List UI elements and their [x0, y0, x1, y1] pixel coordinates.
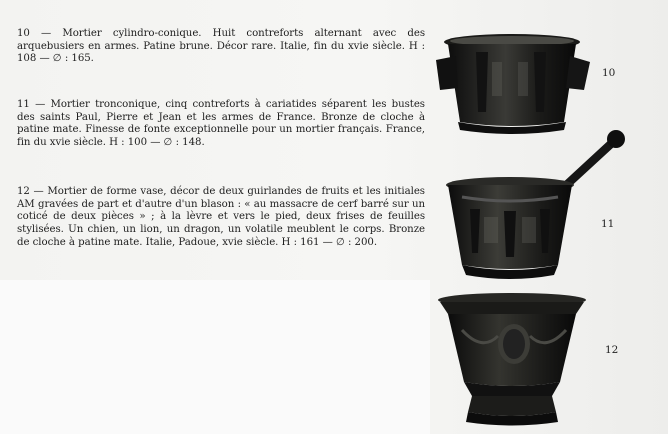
scan-margin	[0, 280, 430, 434]
entry-10-text: 10 — Mortier cylindro-conique. Huit contreforts alternant avec des arquebusiers en armes. Patine brune. Décor rare. Italie, fin du xvie siècle. H : 108 — ∅ : 165.	[17, 28, 425, 65]
catalogue-entry-11	[17, 99, 425, 150]
figure-number-12: 12	[605, 344, 619, 356]
mortar-10-image	[430, 30, 595, 135]
mortar-11-image	[440, 125, 630, 280]
figure-number-10: 10	[602, 67, 616, 79]
mortar-12-image	[432, 292, 592, 427]
figure-number-11: 11	[601, 218, 615, 230]
catalogue-entry-10	[17, 28, 425, 66]
catalogue-entry-12	[17, 186, 425, 250]
entry-12-text: 12 — Mortier de forme vase, décor de deux guirlandes de fruits et les initiales AM gravées de part et d'autre d'un blason : « au massacre de cerf barré sur un coticé de deux pièces » ; à la lèvre et vers le pied, deux frises de feuilles stylisées. Un chien, un lion, un dragon, un volatile meublent le corps. Bronze de cloche à patine mate. Italie, Padoue, xvie siècle. H : 161 — ∅ : 200.	[17, 186, 425, 248]
entry-11-text: 11 — Mortier tronconique, cinq contreforts à cariatides séparent les bustes des saints Paul, Pierre et Jean et les armes de France. Bronze de cloche à patine mate. Finesse de fonte exceptionnelle pour un mortier français. France, fin du xvie siècle. H : 100 — ∅ : 148.	[17, 99, 425, 149]
